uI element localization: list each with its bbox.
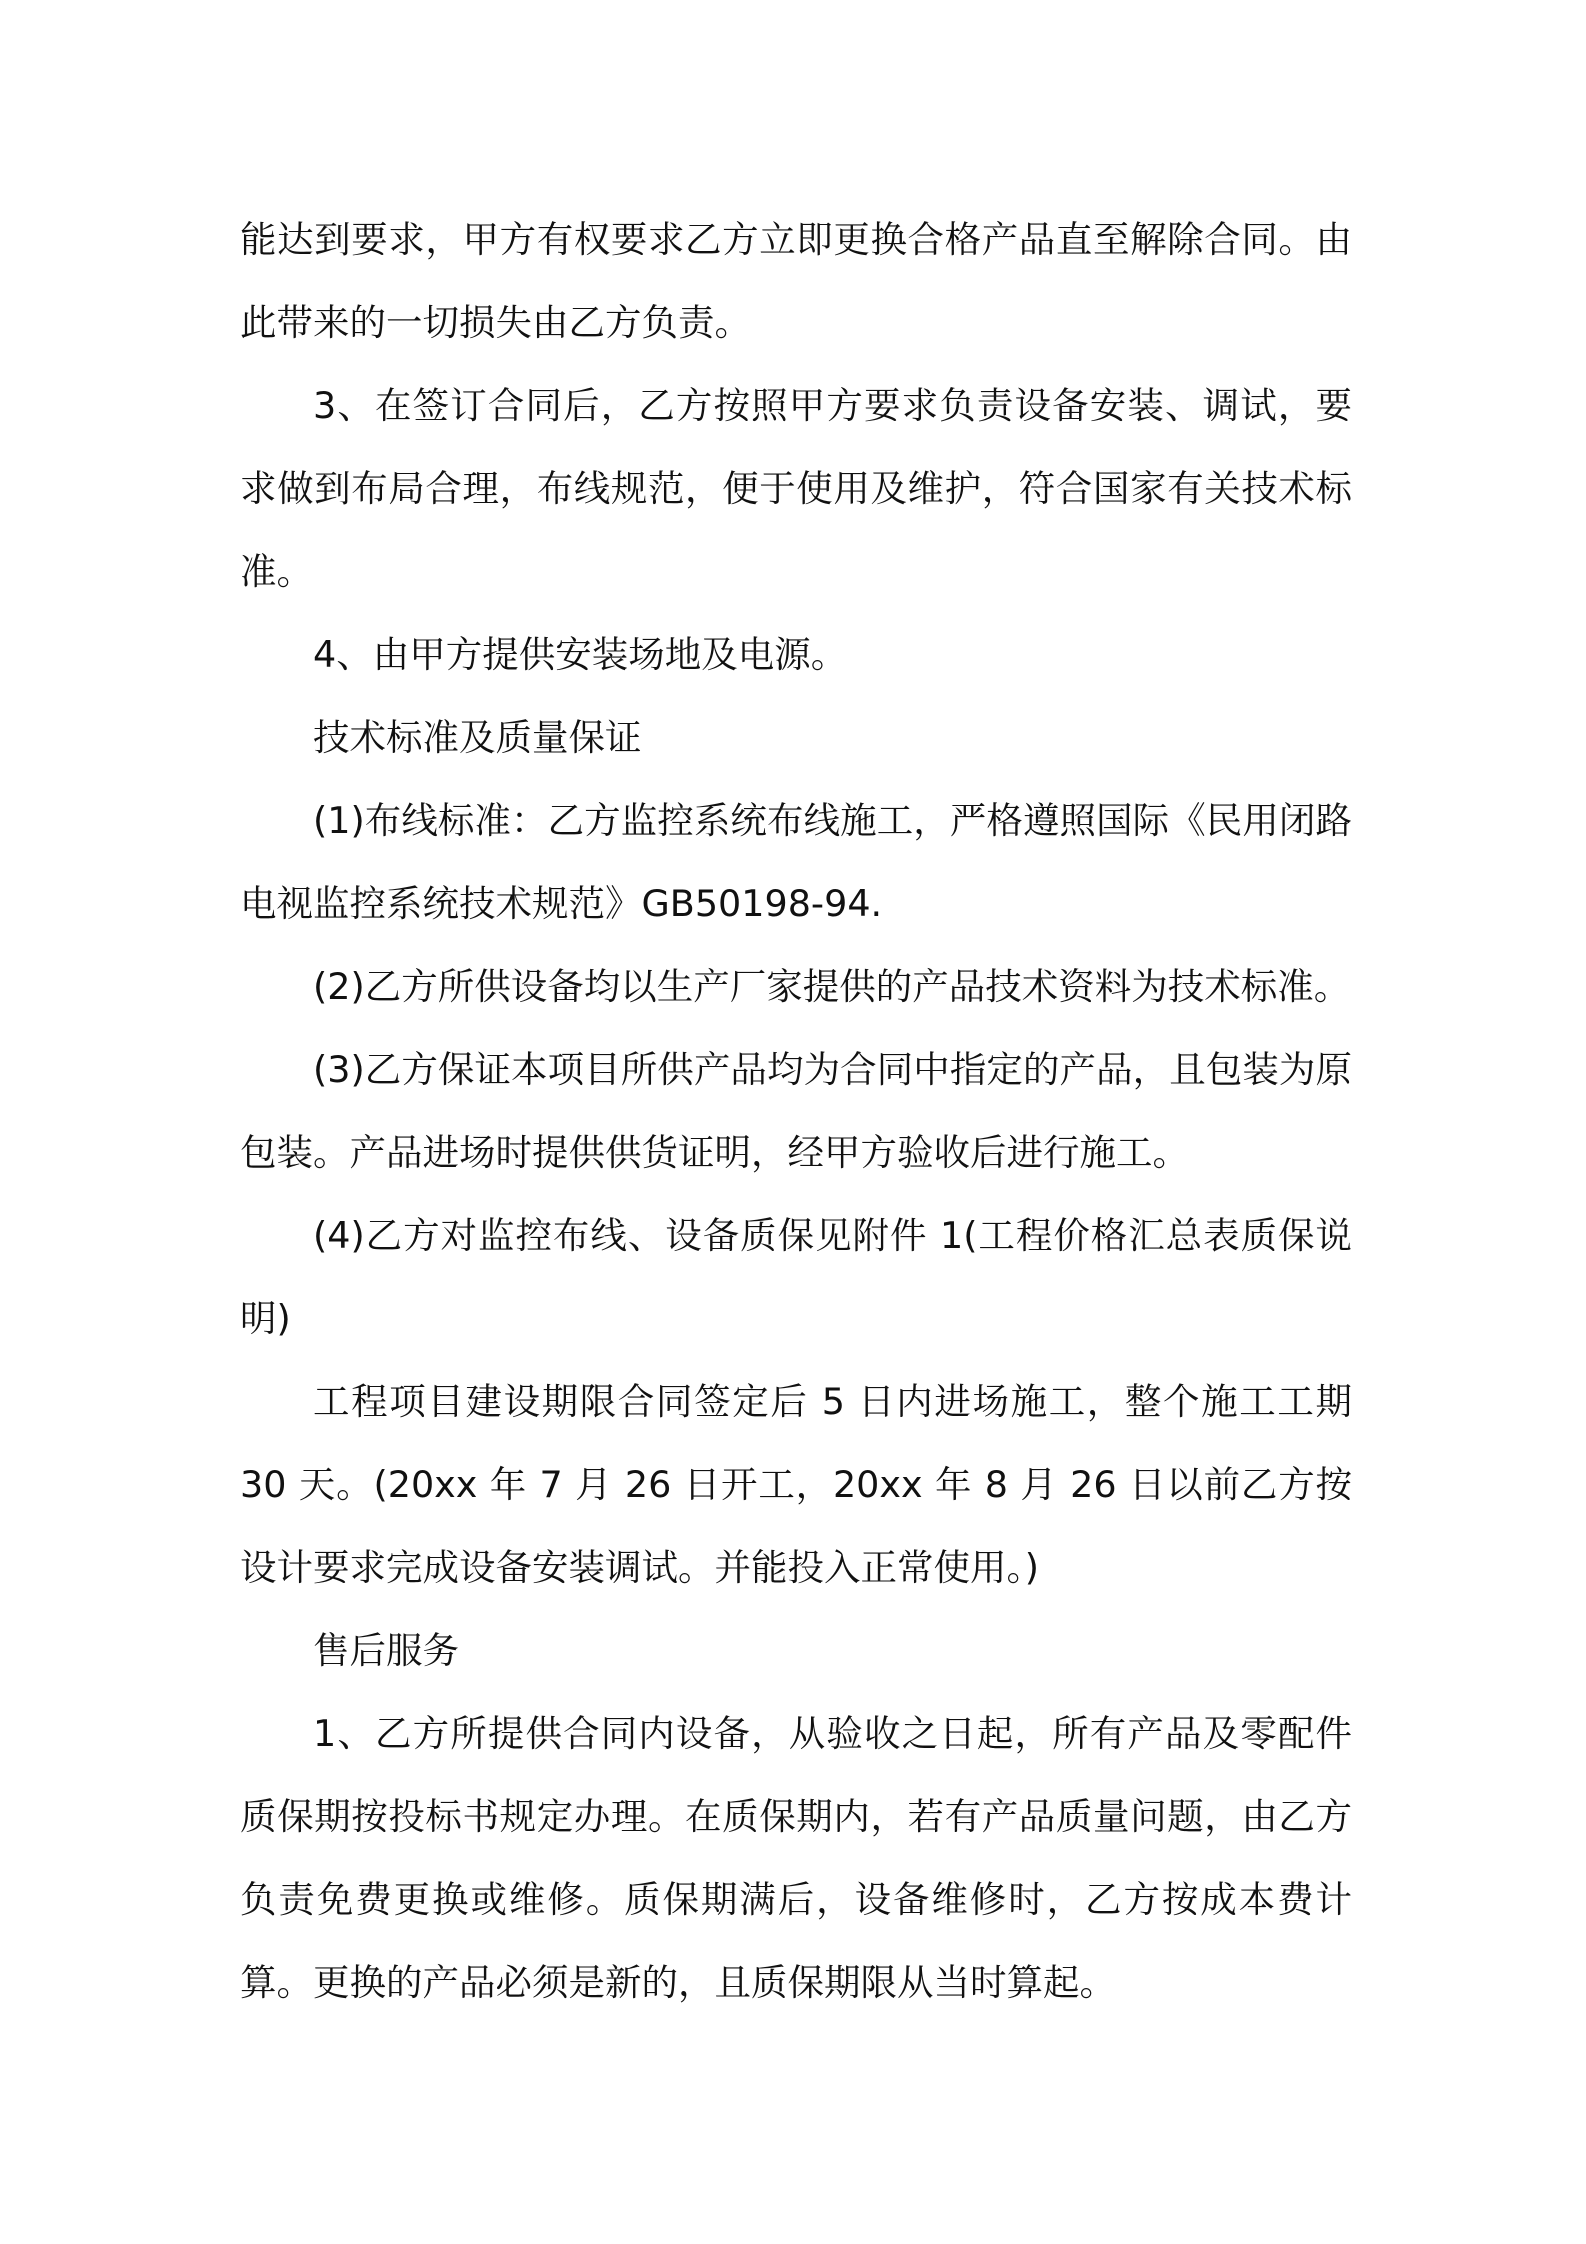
paragraph-site-power: 4、由甲方提供安装场地及电源。 [313,633,848,676]
paragraph-product-guarantee: (3)乙方保证本项目所供产品均为合同中指定的产品，且包装为原包装。产品进场时提供供货证明，经甲方验收后进行施工。 [240,1048,1352,1174]
section-heading-tech-standards: 技术标准及质量保证 [313,716,642,759]
paragraph-warranty-attachment: (4)乙方对监控布线、设备质保见附件 1(工程价格汇总表质保说明) [240,1214,1352,1340]
document-body [240,198,1352,2024]
paragraph-installation: 3、在签订合同后，乙方按照甲方要求负责设备安装、调试，要求做到布局合理，布线规范，便于使用及维护，符合国家有关技术标准。 [240,384,1352,593]
paragraph-equipment-standard: (2)乙方所供设备均以生产厂家提供的产品技术资料为技术标准。 [313,965,1351,1008]
section-heading-after-sales: 售后服务 [313,1629,459,1672]
paragraph-construction-period: 工程项目建设期限合同签定后 5 日内进场施工，整个施工工期 30 天。(20xx 年 7 月 26 日开工，20xx 年 8 月 26 日以前乙方按设计要求完成设备安装调试。并能投入正常使用。) [240,1380,1352,1589]
paragraph-liability: 能达到要求，甲方有权要求乙方立即更换合格产品直至解除合同。由此带来的一切损失由乙方负责。 [240,218,1352,344]
paragraph-warranty-terms: 1、乙方所提供合同内设备，从验收之日起，所有产品及零配件质保期按投标书规定办理。在质保期内，若有产品质量问题，由乙方负责免费更换或维修。质保期满后，设备维修时，乙方按成本费计算。更换的产品必须是新的，且质保期限从当时算起。 [240,1712,1352,2004]
paragraph-wiring-standard: (1)布线标准：乙方监控系统布线施工，严格遵照国际《民用闭路电视监控系统技术规范》GB50198-94. [240,799,1352,925]
